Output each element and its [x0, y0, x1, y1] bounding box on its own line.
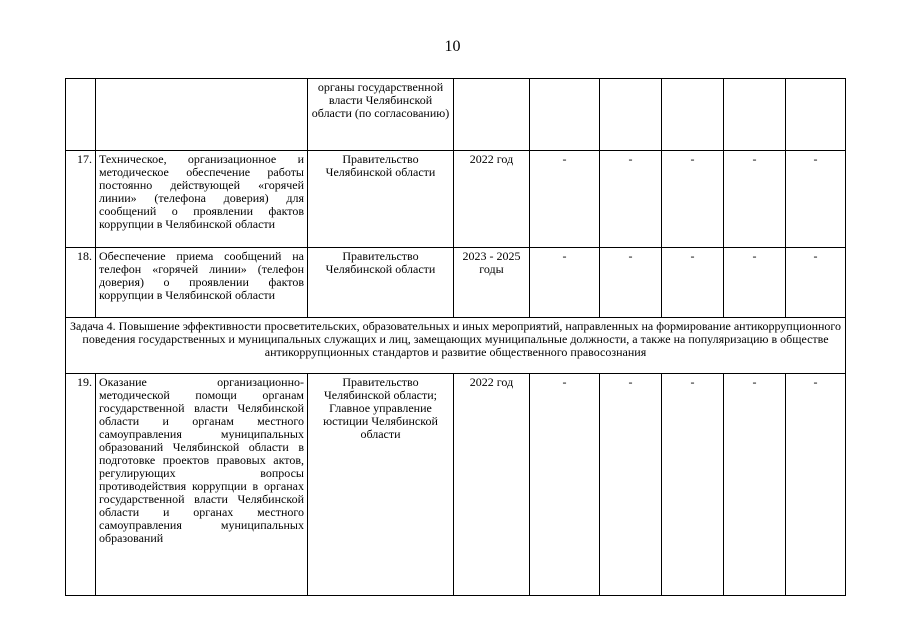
table-row-17 [66, 151, 846, 248]
value-cell: - [600, 248, 662, 318]
value-cell: - [724, 248, 786, 318]
value-cell [662, 79, 724, 151]
value-cell: - [786, 151, 846, 248]
table-row-continuation [66, 79, 846, 151]
value-cell: - [600, 151, 662, 248]
value-cell: - [530, 248, 600, 318]
measures-table [65, 78, 846, 596]
description-cell [96, 79, 308, 151]
value-cell: - [530, 151, 600, 248]
page-number: 10 [444, 38, 461, 55]
responsible-cell: Правительство Челябинской области; Главное управление юстиции Челябинской области [308, 374, 454, 596]
value-cell: - [662, 248, 724, 318]
description-cell: Техническое, организационное и методическое обеспечение работы постоянно действующей «горячей линии» (телефона доверия) для сообщений о проявлении фактов коррупции в Челябинской области [96, 151, 308, 248]
term-cell: 2022 год [454, 374, 530, 596]
value-cell: - [530, 374, 600, 596]
task-heading-row [66, 318, 846, 374]
value-cell [724, 79, 786, 151]
table-row-19 [66, 374, 846, 596]
value-cell: - [786, 248, 846, 318]
value-cell: - [786, 374, 846, 596]
term-cell: 2023 - 2025 годы [454, 248, 530, 318]
value-cell: - [724, 374, 786, 596]
responsible-cell: Правительство Челябинской области [308, 151, 454, 248]
description-cell: Обеспечение приема сообщений на телефон «горячей линии» (телефон доверия) о проявлении фактов коррупции в Челябинской области [96, 248, 308, 318]
row-number-cell: 19. [66, 374, 96, 596]
term-cell [454, 79, 530, 151]
table-row-18 [66, 248, 846, 318]
value-cell: - [724, 151, 786, 248]
value-cell [530, 79, 600, 151]
value-cell: - [662, 374, 724, 596]
row-number-cell: 17. [66, 151, 96, 248]
value-cell: - [600, 374, 662, 596]
responsible-cell: органы государственной власти Челябинской области (по согласованию) [308, 79, 454, 151]
row-number-cell: 18. [66, 248, 96, 318]
responsible-cell: Правительство Челябинской области [308, 248, 454, 318]
value-cell [786, 79, 846, 151]
value-cell [600, 79, 662, 151]
value-cell: - [662, 151, 724, 248]
description-cell: Оказание организационно-методической помощи органам государственной власти Челябинской области и органам местного самоуправления муниципальных образований Челябинской области в подготовке проектов правовых актов, регулирующих вопросы противодействия коррупции в органах государственной власти Челябинской области и органах местного самоуправления муниципальных образований [96, 374, 308, 596]
term-cell: 2022 год [454, 151, 530, 248]
task-heading: Задача 4. Повышение эффективности просветительских, образовательных и иных мероприятий, направленных на формирование антикоррупционного поведения государственных и муниципальных служащих и лиц, замещающих муниципальные должности, а также на популяризацию в обществе антикоррупционных стандартов и развитие общественного правосознания [66, 318, 846, 374]
row-number-cell [66, 79, 96, 151]
